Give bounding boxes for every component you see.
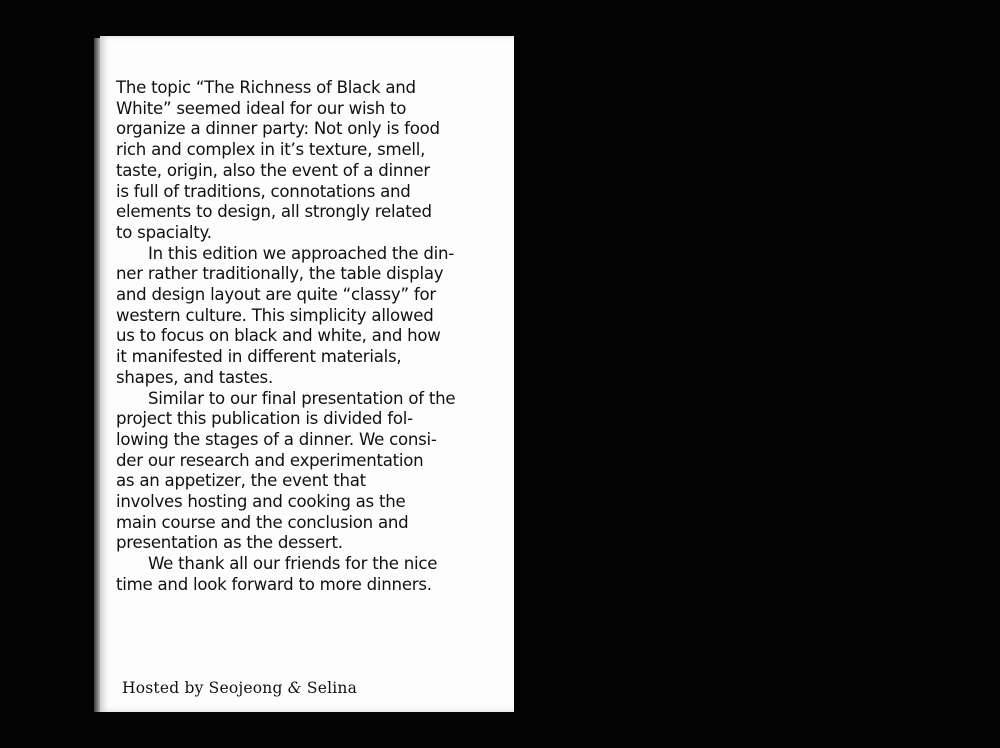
body-text-line: presentation as the dessert. [116, 533, 343, 553]
footer-credit-suffix: Selina [306, 679, 358, 697]
body-text-line: project this publication is divided fol- [116, 409, 413, 429]
body-text [116, 78, 488, 596]
body-text-line: to spacialty. [116, 222, 212, 242]
body-text-line: organize a dinner party: Not only is food [116, 119, 440, 139]
body-text-line: it manifested in different materials, [116, 347, 402, 367]
body-text-line: western culture. This simplicity allowed [116, 305, 434, 325]
footer-credit [122, 679, 357, 697]
body-text-line: der our research and experimentation [116, 450, 424, 470]
footer-credit-ampersand: & [287, 679, 302, 697]
footer-credit-prefix: Hosted by Seojeong [122, 679, 283, 697]
body-text-line: elements to design, all strongly related [116, 202, 432, 222]
body-text-line: main course and the conclusion and [116, 512, 409, 532]
body-text-line: White” seemed ideal for our wish to [116, 98, 407, 118]
body-text-line: time and look forward to more dinners. [116, 574, 432, 594]
body-text-line: Similar to our final presentation of the [148, 388, 456, 408]
body-text-line: involves hosting and cooking as the [116, 492, 406, 512]
body-text-line: The topic “The Richness of Black and [116, 78, 416, 97]
body-text-line: shapes, and tastes. [116, 367, 273, 387]
body-text-line: lowing the stages of a dinner. We consi- [116, 429, 437, 449]
body-text-line: We thank all our friends for the nice [148, 554, 438, 574]
body-text-line: as an appetizer, the event that [116, 471, 366, 491]
body-text-line: us to focus on black and white, and how [116, 326, 441, 346]
body-text-line: ner rather traditionally, the table display [116, 264, 444, 284]
body-text-line: taste, origin, also the event of a dinner [116, 160, 430, 180]
body-text-line: and design layout are quite “classy” for [116, 285, 436, 305]
body-text-line: is full of traditions, connotations and [116, 181, 411, 201]
body-text-line: In this edition we approached the din- [148, 243, 455, 263]
body-text-line: rich and complex in it’s texture, smell, [116, 140, 426, 160]
